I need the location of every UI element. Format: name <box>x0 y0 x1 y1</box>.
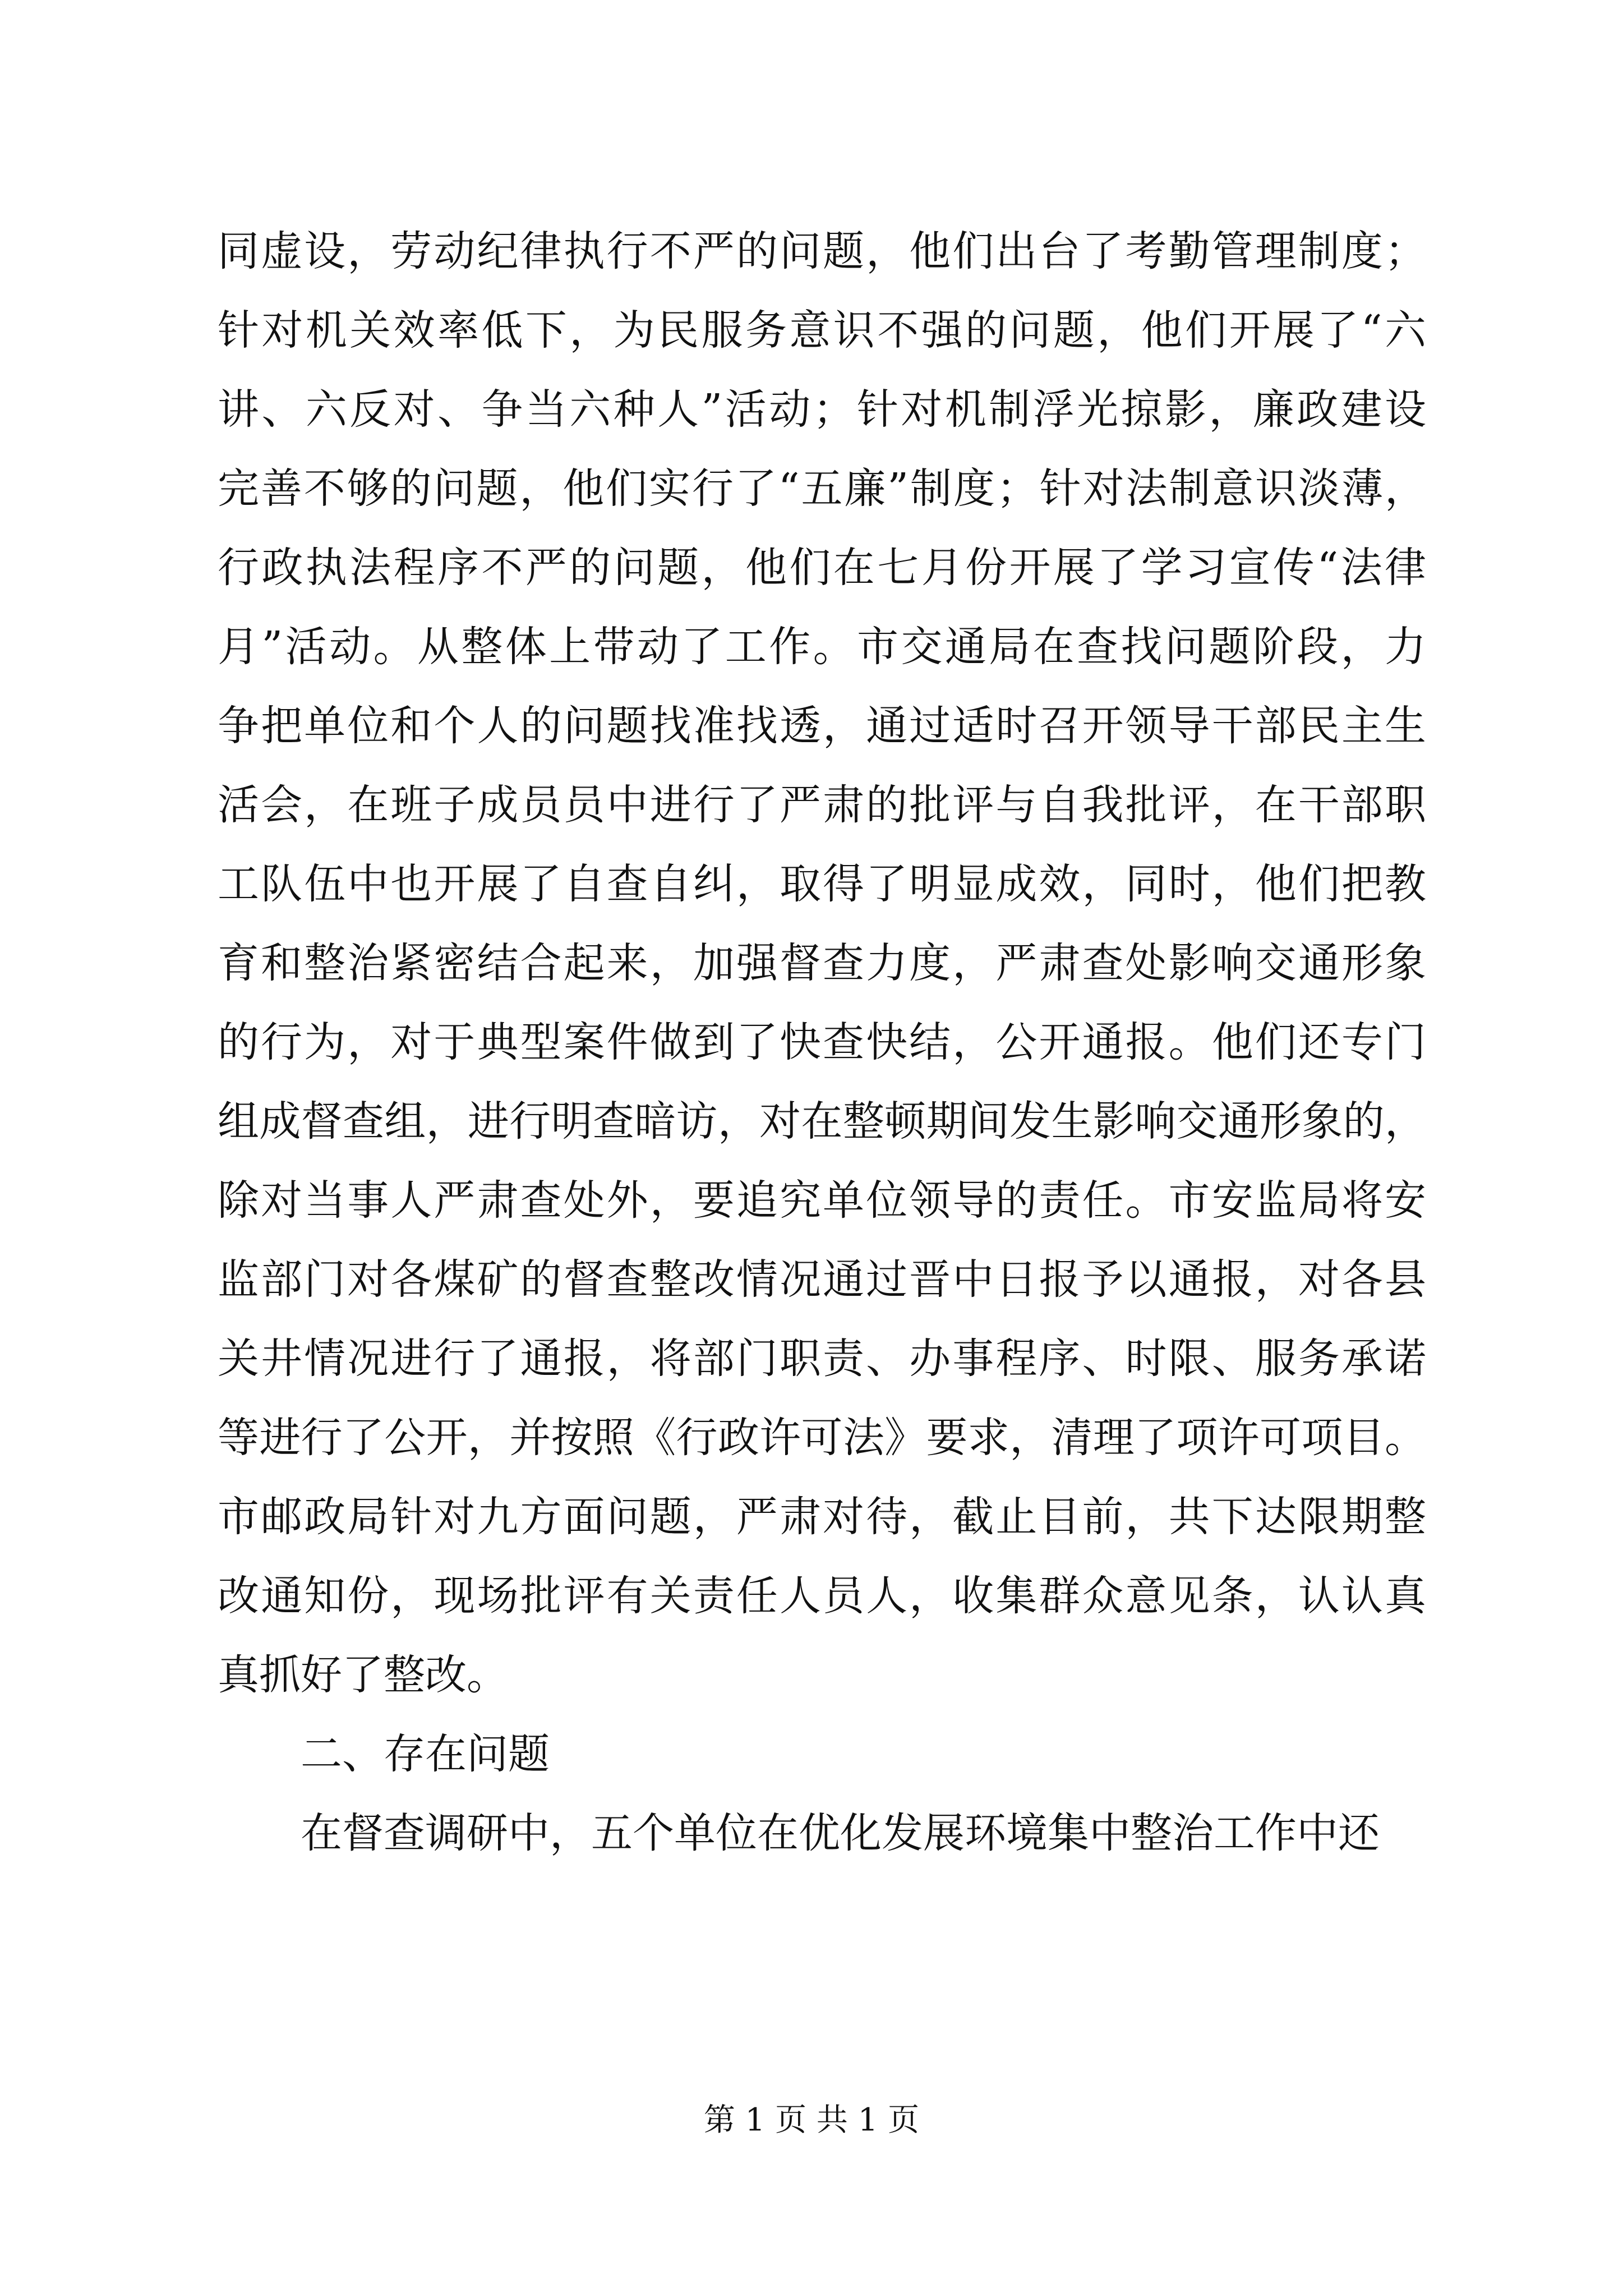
body-line-15: 关井情况进行了通报，将部门职责、办事程序、时限、服务承诺 <box>218 1335 1426 1383</box>
body-line-16: 等进行了公开，并按照《行政许可法》要求，清理了项许可项目。 <box>218 1414 1426 1462</box>
body-line-19: 真抓好了整改。 <box>218 1651 508 1699</box>
body-line-17: 市邮政局针对九方面问题，严肃对待，截止目前，共下达限期整 <box>218 1493 1426 1541</box>
body-line-7: 争把单位和个人的问题找准找透，通过适时召开领导干部民主生 <box>218 702 1426 750</box>
body-line-2: 针对机关效率低下，为民服务意识不强的问题，他们开展了“六 <box>218 306 1426 355</box>
body-line-14: 监部门对各煤矿的督查整改情况通过晋中日报予以通报，对各县 <box>218 1255 1426 1304</box>
body-line-13: 除对当事人严肃查处外，要追究单位领导的责任。市安监局将安 <box>218 1176 1426 1225</box>
body-line-6: 月”活动。从整体上带动了工作。市交通局在查找问题阶段，力 <box>218 623 1426 671</box>
page-footer: 第 1 页 共 1 页 <box>703 2102 920 2138</box>
body-line-11: 的行为，对于典型案件做到了快查快结，公开通报。他们还专门 <box>218 1018 1426 1066</box>
document-body <box>218 212 1426 1873</box>
section-heading: 二、存在问题 <box>301 1730 550 1778</box>
body-line-8: 活会，在班子成员员中进行了严肃的批评与自我批评，在干部职 <box>218 781 1426 829</box>
body-line-5: 行政执法程序不严的问题，他们在七月份开展了学习宣传“法律 <box>218 544 1426 592</box>
body-line-1: 同虚设，劳动纪律执行不严的问题，他们出台了考勤管理制度； <box>218 227 1426 275</box>
body-line-12: 组成督查组，进行明查暗访，对在整顿期间发生影响交通形象的， <box>218 1097 1426 1145</box>
body-line-18: 改通知份，现场批评有关责任人员人，收集群众意见条，认认真 <box>218 1572 1426 1620</box>
body-line-10: 育和整治紧密结合起来，加强督查力度，严肃查处影响交通形象 <box>218 939 1426 987</box>
closing-line: 在督查调研中，五个单位在优化发展环境集中整治工作中还 <box>301 1809 1380 1857</box>
body-line-3: 讲、六反对、争当六种人”活动；针对机制浮光掠影，廉政建设 <box>218 385 1426 434</box>
body-line-9: 工队伍中也开展了自查自纠，取得了明显成效，同时，他们把教 <box>218 860 1426 908</box>
body-line-4: 完善不够的问题，他们实行了“五廉”制度；针对法制意识淡薄， <box>218 464 1426 513</box>
